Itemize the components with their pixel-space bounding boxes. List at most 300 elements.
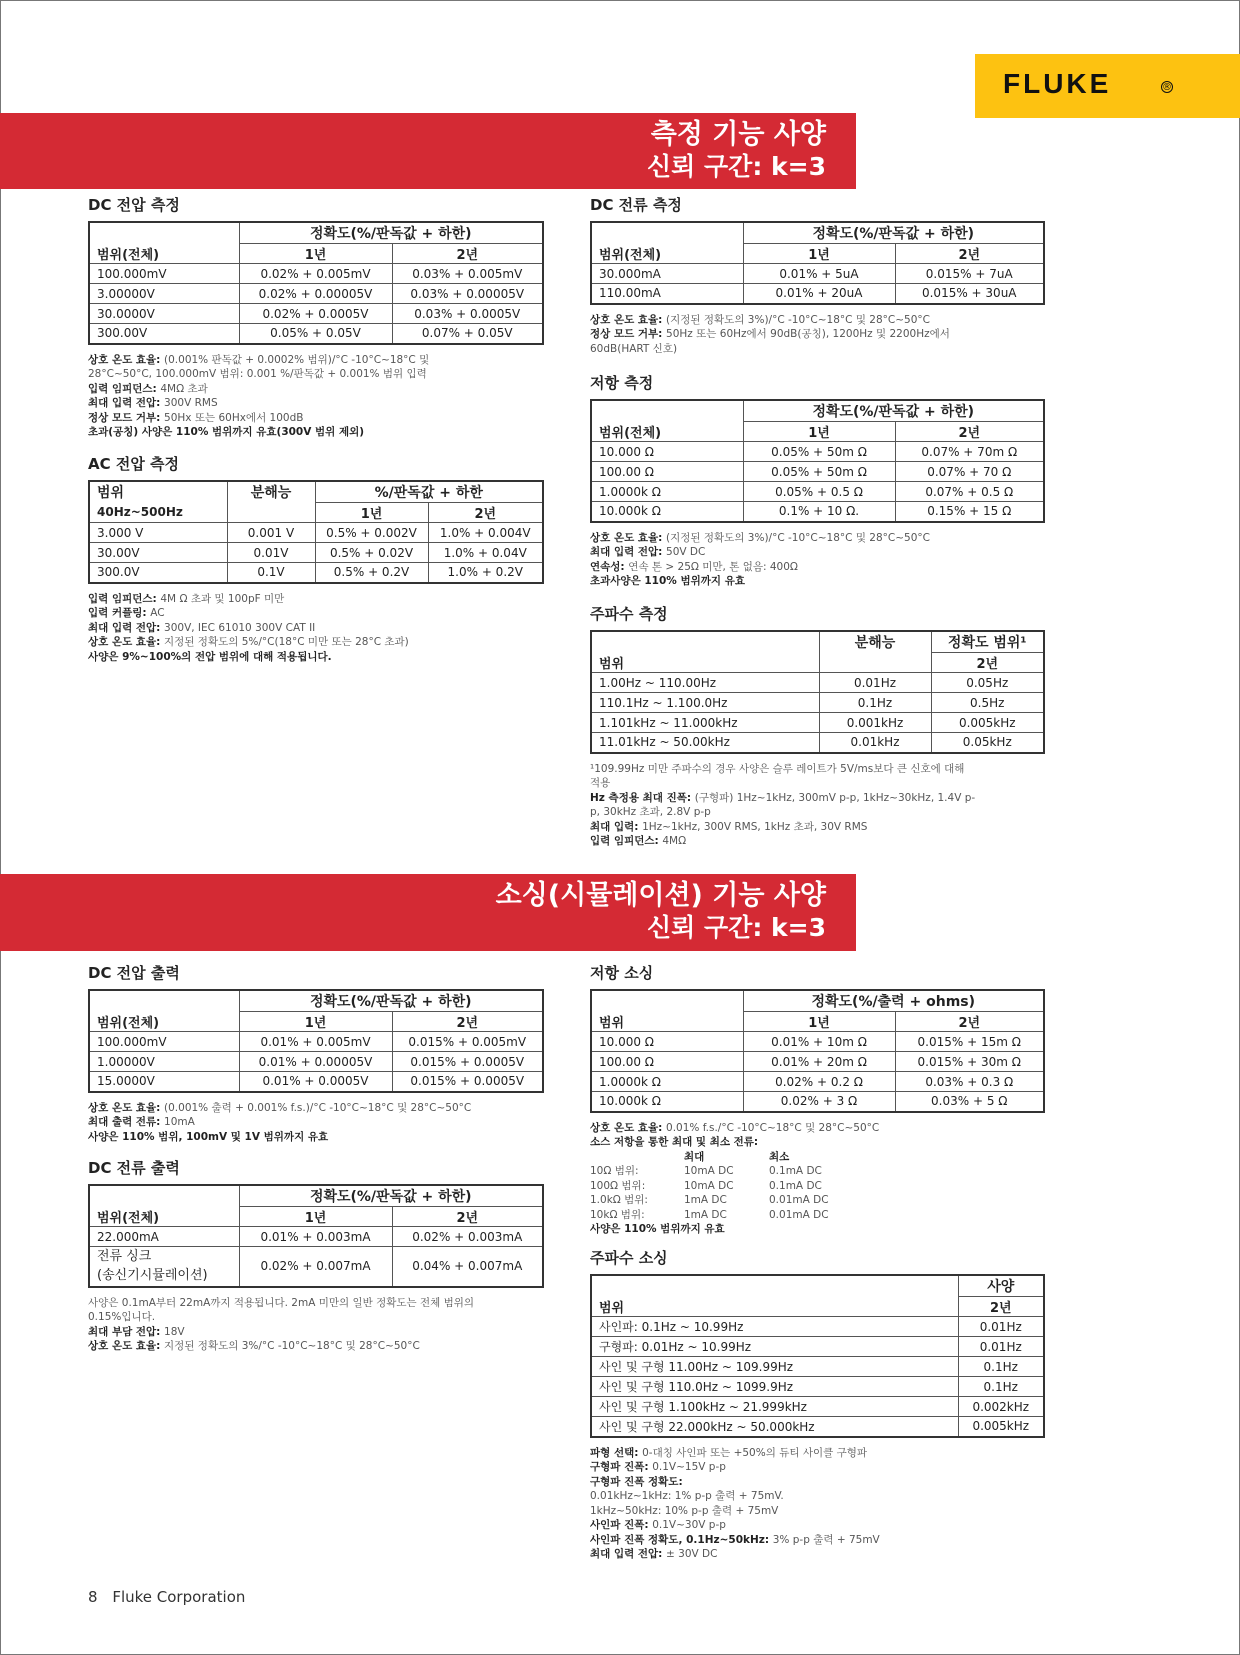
col-header: 정확도(%/판독값 + 하한) xyxy=(743,400,1044,422)
table-cell: 1.101kHz ~ 11.000kHz xyxy=(591,713,819,733)
col-header: 정확도(%/판독값 + 하한) xyxy=(743,222,1044,244)
table-cell: 0.01Hz xyxy=(958,1317,1044,1337)
table-cell: 0.01% + 5uA xyxy=(743,264,895,284)
note-bold: 연속성: xyxy=(590,560,629,573)
table-cell: 0.01% + 0.00005V xyxy=(239,1052,392,1072)
table-cell: 0.01% + 20m Ω xyxy=(743,1052,895,1072)
note-line xyxy=(88,396,544,411)
note-line xyxy=(590,776,1045,791)
col-header: 2년 xyxy=(895,1012,1044,1032)
table-cell: 3.00000V xyxy=(89,284,239,304)
section-title: AC 전압 측정 xyxy=(88,455,180,473)
table-cell: 1.00000V xyxy=(89,1052,239,1072)
grid-cell: 10mA DC xyxy=(684,1179,734,1192)
note-text: 10mA xyxy=(164,1116,195,1128)
note-text: 연속 톤 > 25Ω 미만, 톤 없음: 400Ω xyxy=(628,560,798,573)
table-cell: 0.015% + 7uA xyxy=(895,264,1044,284)
section-title: 주파수 소싱 xyxy=(590,1249,668,1267)
note-text: 1kHz~50kHz: 10% p-p 출력 + 75mV xyxy=(590,1504,779,1517)
note-bold: 최대 부담 전압: xyxy=(88,1325,165,1338)
dcv-measure-section xyxy=(88,196,544,440)
col-header: 범위(전체) xyxy=(89,244,239,264)
note-line xyxy=(590,1547,1045,1562)
freq-source-table xyxy=(590,1274,1045,1438)
note-line xyxy=(88,1130,544,1145)
note-line xyxy=(590,1446,1045,1461)
table-row xyxy=(591,1317,1044,1337)
table-cell: 0.05% + 50m Ω xyxy=(743,442,895,462)
table-row xyxy=(89,1032,543,1052)
blank-cell xyxy=(591,1275,958,1297)
blank-cell xyxy=(591,990,743,1012)
table-cell: 0.1% + 10 Ω. xyxy=(743,502,895,522)
table-cell: 0.05% + 0.05V xyxy=(239,324,392,344)
table-row xyxy=(591,1072,1044,1092)
grid-cell: 10Ω 범위: xyxy=(590,1165,639,1177)
table-cell: 110.1Hz ~ 1.100.0Hz xyxy=(591,693,819,713)
table-row xyxy=(89,1247,543,1287)
note-text: 지정된 정확도의 5%/°C(18°C 미만 또는 28°C 초과) xyxy=(164,636,409,648)
section-title: DC 전류 출력 xyxy=(88,1159,180,1177)
table-cell: 0.02% + 3 Ω xyxy=(743,1092,895,1112)
table-row xyxy=(89,563,543,583)
table-cell: 0.01% + 0.0005V xyxy=(239,1072,392,1092)
table-row xyxy=(591,284,1044,304)
note-text: p, 30kHz 초과, 2.8V p-p xyxy=(590,806,711,818)
note-bold: 최대 입력 전압: xyxy=(88,397,165,409)
table-cell: 1.0000k Ω xyxy=(591,1072,743,1092)
table-cell: 0.015% + 0.0005V xyxy=(392,1072,543,1092)
dci-measure-table xyxy=(590,221,1045,305)
note-text: 300V, IEC 61010 300V CAT II xyxy=(164,621,316,634)
note-text: 4M Ω 초과 및 100pF 미만 xyxy=(160,592,285,605)
note-bold: 초과(공칭) 사양은 110% 범위까지 유효(300V 범위 제외) xyxy=(88,426,365,438)
table-cell: 0.01Hz xyxy=(819,673,931,693)
blank-cell xyxy=(227,503,315,523)
table-cell: 0.05kHz xyxy=(931,733,1044,753)
note-line xyxy=(590,1475,1045,1490)
note-text: 0.1V~30V p-p xyxy=(652,1519,726,1531)
col-header: 범위 xyxy=(591,653,819,673)
note-text: (지정된 정확도의 3%)/°C -10°C~18°C 및 28°C~50°C xyxy=(666,531,930,544)
note-bold: 상호 온도 효율: xyxy=(590,1121,667,1134)
section-title: 저항 측정 xyxy=(590,374,654,392)
grid-cell: 1mA DC xyxy=(684,1194,727,1206)
note-bold: 정상 모드 거부: xyxy=(590,328,667,340)
dci-source-section xyxy=(88,1159,544,1354)
table-cell: 0.015% + 15m Ω xyxy=(895,1032,1044,1052)
note-bold: 사양은 110% 범위, 100mV 및 1V 범위까지 유효 xyxy=(88,1130,329,1143)
freq-measure-section xyxy=(590,605,1045,849)
note-bold: 상호 온도 효율: xyxy=(590,313,667,326)
note-line xyxy=(88,1339,544,1354)
blank-cell xyxy=(591,400,743,422)
table-cell: 30.000mA xyxy=(591,264,743,284)
note-line xyxy=(88,621,544,636)
note-line xyxy=(590,1460,1045,1475)
note-text: 18V xyxy=(164,1325,185,1338)
table-cell xyxy=(89,1247,239,1287)
acv-measure-notes xyxy=(88,592,544,665)
table-cell: 15.0000V xyxy=(89,1072,239,1092)
table-cell: 100.00 Ω xyxy=(591,1052,743,1072)
table-cell: 구형파: 0.01Hz ~ 10.99Hz xyxy=(591,1337,958,1357)
blank-cell xyxy=(89,1185,239,1207)
note-text: 50V DC xyxy=(666,546,706,558)
note-line xyxy=(590,1533,1045,1548)
note-text: 0-대칭 사인파 또는 +50%의 듀티 사이클 구형파 xyxy=(642,1446,868,1459)
col-header: 정확도(%/판독값 + 하한) xyxy=(239,222,543,244)
dcv-source-notes xyxy=(88,1101,544,1145)
grid-cell: 1mA DC xyxy=(684,1208,727,1221)
col-header: 2년 xyxy=(958,1297,1044,1317)
grid-cell: 10mA DC xyxy=(684,1165,734,1177)
section-title: DC 전류 측정 xyxy=(590,196,682,214)
note-line xyxy=(590,834,1045,849)
table-cell: 0.005kHz xyxy=(931,713,1044,733)
note-bold: 최대 입력 전압: xyxy=(590,1548,667,1560)
table-cell: 0.001 V xyxy=(227,523,315,543)
table-cell: 3.000 V xyxy=(89,523,227,543)
table-row xyxy=(591,1052,1044,1072)
table-cell: 0.02% + 0.00005V xyxy=(239,284,392,304)
note-line xyxy=(590,805,1045,820)
blank-cell xyxy=(591,222,743,244)
section-title: 저항 소싱 xyxy=(590,964,654,982)
note-line xyxy=(590,560,1045,575)
note-bold: 사인파 진폭: xyxy=(590,1519,653,1531)
table-cell: 0.04% + 0.007mA xyxy=(392,1247,543,1287)
table-cell: 0.015% + 30uA xyxy=(895,284,1044,304)
table-row xyxy=(89,523,543,543)
table-cell: 100.000mV xyxy=(89,1032,239,1052)
source-subtitle: 신뢰 구간: k=3 xyxy=(647,913,826,942)
registered-mark: ® xyxy=(1162,82,1172,93)
grid-cell: 100Ω 범위: xyxy=(590,1179,646,1192)
table-cell: 0.02% + 0.003mA xyxy=(392,1227,543,1247)
table-row xyxy=(591,482,1044,502)
table-row xyxy=(591,442,1044,462)
table-cell: 30.00V xyxy=(89,543,227,563)
table-row xyxy=(591,264,1044,284)
note-text: 50Hx 또는 60Hx에서 100dB xyxy=(164,411,304,424)
note-text: 300V RMS xyxy=(164,397,218,409)
measure-title: 측정 기능 사양 xyxy=(650,119,826,150)
table-cell: 10.000k Ω xyxy=(591,1092,743,1112)
col-header: 2년 xyxy=(392,1012,543,1032)
table-cell: 0.01Hz xyxy=(958,1337,1044,1357)
note-text: 4MΩ xyxy=(662,835,687,847)
table-row xyxy=(89,1052,543,1072)
source-title: 소싱(시뮬레이션) 기능 사양 xyxy=(495,880,826,911)
note-text: 1Hz~1kHz, 300V RMS, 1kHz 초과, 30V RMS xyxy=(642,820,868,833)
table-row xyxy=(591,1337,1044,1357)
note-line xyxy=(590,1222,1045,1237)
res-source-table xyxy=(590,989,1045,1113)
table-cell: 사인 및 구형 110.0Hz ~ 1099.9Hz xyxy=(591,1377,958,1397)
note-text: AC xyxy=(150,607,165,619)
table-cell: 0.02% + 0.0005V xyxy=(239,304,392,324)
grid-header xyxy=(590,1150,684,1165)
grid-header: 최대 xyxy=(684,1150,705,1163)
measure-subtitle: 신뢰 구간: k=3 xyxy=(647,152,826,181)
table-cell: 0.05% + 50m Ω xyxy=(743,462,895,482)
col-header: 1년 xyxy=(239,1207,392,1227)
note-text: 적용 xyxy=(590,777,611,789)
table-row xyxy=(591,1032,1044,1052)
note-bold: 초과사양은 110% 범위까지 유효 xyxy=(590,575,745,587)
note-bold: 최대 입력 전압: xyxy=(88,621,165,634)
note-bold: 상호 온도 효율: xyxy=(88,353,165,366)
table-cell: 0.03% + 0.3 Ω xyxy=(895,1072,1044,1092)
table-cell: 1.0% + 0.04V xyxy=(428,543,543,563)
table-row xyxy=(591,1377,1044,1397)
col-header: 정확도(%/출력 + ohms) xyxy=(743,990,1044,1012)
note-bold: 입력 임피던스: xyxy=(88,382,161,395)
col-header: 1년 xyxy=(743,244,895,264)
col-header: 2년 xyxy=(931,653,1044,673)
note-line xyxy=(88,1310,544,1325)
note-line xyxy=(88,635,544,650)
table-row xyxy=(591,693,1044,713)
col-header: 1년 xyxy=(315,503,428,523)
col-header: 분해능 xyxy=(819,631,931,653)
col-subheader: 40Hz~500Hz xyxy=(89,503,227,523)
table-row xyxy=(591,1397,1044,1417)
note-line xyxy=(590,1518,1045,1533)
table-cell: 11.01kHz ~ 50.00kHz xyxy=(591,733,819,753)
col-header: 1년 xyxy=(743,1012,895,1032)
note-bold: Hz 측정용 최대 진폭: xyxy=(590,791,695,804)
sink-label-2: (송신기시뮬레이션) xyxy=(97,1268,208,1284)
table-cell: 300.0V xyxy=(89,563,227,583)
note-line xyxy=(88,650,544,665)
grid-cell: 0.01mA DC xyxy=(769,1194,829,1206)
table-cell: 0.5% + 0.2V xyxy=(315,563,428,583)
blank-cell xyxy=(819,653,931,673)
col-header: %/판독값 + 하한 xyxy=(315,481,543,503)
grid-cell: 1.0kΩ 범위: xyxy=(590,1194,648,1206)
section-title: DC 전압 측정 xyxy=(88,196,180,214)
note-line xyxy=(590,791,1045,806)
note-bold: 소스 저항을 통한 최대 및 최소 전류: xyxy=(590,1136,759,1148)
page-footer xyxy=(88,1588,245,1606)
company-name: Fluke Corporation xyxy=(112,1588,246,1606)
table-cell: 0.01kHz xyxy=(819,733,931,753)
note-line xyxy=(88,382,544,397)
measure-banner xyxy=(0,113,856,189)
table-cell: 0.015% + 0.005mV xyxy=(392,1032,543,1052)
note-line xyxy=(88,606,544,621)
table-cell: 사인파: 0.1Hz ~ 10.99Hz xyxy=(591,1317,958,1337)
note-line xyxy=(88,1101,544,1116)
dcv-source-table xyxy=(88,989,544,1093)
note-line xyxy=(590,1489,1045,1504)
note-text: 지정된 정확도의 3%/°C -10°C~18°C 및 28°C~50°C xyxy=(164,1340,420,1352)
col-header: 정확도(%/판독값 + 하한) xyxy=(239,990,543,1012)
table-row xyxy=(591,1092,1044,1112)
table-cell: 0.01% + 20uA xyxy=(743,284,895,304)
note-bold: 파형 선택: xyxy=(590,1446,643,1459)
col-header: 범위 xyxy=(591,1012,743,1032)
dcv-source-section xyxy=(88,964,544,1144)
table-row xyxy=(89,284,543,304)
table-cell: 10.000 Ω xyxy=(591,1032,743,1052)
table-row xyxy=(89,324,543,344)
table-cell: 0.5Hz xyxy=(931,693,1044,713)
note-line xyxy=(88,1325,544,1340)
note-text: (0.001% 출력 + 0.001% f.s.)/°C -10°C~18°C 및 28°C~50°C xyxy=(164,1101,472,1114)
table-cell: 1.0000k Ω xyxy=(591,482,743,502)
note-bold: 구형파 진폭 정확도: xyxy=(590,1475,683,1488)
dcv-measure-table xyxy=(88,221,544,345)
table-cell: 0.02% + 0.007mA xyxy=(239,1247,392,1287)
table-cell: 0.01% + 0.005mV xyxy=(239,1032,392,1052)
note-line xyxy=(88,367,544,382)
note-bold: 상호 온도 효율: xyxy=(590,531,667,544)
table-row xyxy=(89,543,543,563)
note-bold: 입력 커플링: xyxy=(88,607,151,619)
table-row xyxy=(591,673,1044,693)
grid-cell: 10kΩ 범위: xyxy=(590,1208,645,1221)
grid-header: 최소 xyxy=(769,1150,790,1163)
table-cell: 0.03% + 5 Ω xyxy=(895,1092,1044,1112)
blank-cell xyxy=(591,631,819,653)
col-header: 범위(전체) xyxy=(89,1207,239,1227)
note-line xyxy=(88,425,544,440)
note-line xyxy=(590,762,1045,777)
col-header: 분해능 xyxy=(227,481,315,503)
table-cell: 0.1V xyxy=(227,563,315,583)
grid-cell: 0.01mA DC xyxy=(769,1208,829,1221)
note-text: (지정된 정확도의 3%)/°C -10°C~18°C 및 28°C~50°C xyxy=(666,313,930,326)
note-bold: 상호 온도 효율: xyxy=(88,1101,165,1114)
grid-cell: 0.1mA DC xyxy=(769,1165,822,1177)
col-header: 2년 xyxy=(392,1207,543,1227)
note-bold: 정상 모드 거부: xyxy=(88,411,165,424)
col-header: 사양 xyxy=(958,1275,1044,1297)
table-cell: 100.00 Ω xyxy=(591,462,743,482)
note-bold: 상호 온도 효율: xyxy=(88,1340,165,1352)
note-bold: 입력 임피던스: xyxy=(590,835,663,847)
table-row xyxy=(591,462,1044,482)
table-row xyxy=(591,502,1044,522)
table-cell: 0.03% + 0.0005V xyxy=(392,304,543,324)
note-text: 0.01% f.s./°C -10°C~18°C 및 28°C~50°C xyxy=(666,1121,880,1134)
source-banner xyxy=(0,874,856,951)
table-cell: 0.15% + 15 Ω xyxy=(895,502,1044,522)
note-text: 사양은 0.1mA부터 22mA까지 적용됩니다. 2mA 미만의 일반 정확도는 전체 범위의 xyxy=(88,1296,475,1309)
table-cell: 1.0% + 0.2V xyxy=(428,563,543,583)
table-cell: 0.1Hz xyxy=(819,693,931,713)
table-cell: 0.03% + 0.00005V xyxy=(392,284,543,304)
note-line xyxy=(88,1115,544,1130)
col-header: 2년 xyxy=(392,244,543,264)
table-cell: 100.000mV xyxy=(89,264,239,284)
note-text: 0.15%입니다. xyxy=(88,1311,156,1323)
dci-source-notes xyxy=(88,1296,544,1354)
dci-source-table xyxy=(88,1184,544,1288)
table-cell: 10.000 Ω xyxy=(591,442,743,462)
note-line xyxy=(88,411,544,426)
table-row xyxy=(89,1227,543,1247)
table-cell: 0.07% + 70m Ω xyxy=(895,442,1044,462)
table-cell: 0.01% + 10m Ω xyxy=(743,1032,895,1052)
note-text: (구형파) 1Hz~1kHz, 300mV p-p, 1kHz~30kHz, 1.4V p- xyxy=(694,791,976,804)
table-cell: 0.001kHz xyxy=(819,713,931,733)
table-row xyxy=(89,264,543,284)
freq-source-notes xyxy=(590,1446,1045,1562)
note-line xyxy=(590,531,1045,546)
table-cell: 0.1Hz xyxy=(958,1357,1044,1377)
freq-measure-notes xyxy=(590,762,1045,849)
source-current-grid xyxy=(590,1150,1045,1223)
table-cell: 사인 및 구형 1.100kHz ~ 21.999kHz xyxy=(591,1397,958,1417)
note-line xyxy=(590,574,1045,589)
col-header: 범위 xyxy=(591,1297,958,1317)
table-row xyxy=(591,1357,1044,1377)
note-bold: 입력 임피던스: xyxy=(88,592,161,605)
freq-source-section xyxy=(590,1249,1045,1562)
table-row xyxy=(89,304,543,324)
table-cell: 0.02% + 0.005mV xyxy=(239,264,392,284)
note-bold: 최대 출력 전류: xyxy=(88,1116,165,1128)
note-line xyxy=(590,1121,1045,1136)
table-cell: 22.000mA xyxy=(89,1227,239,1247)
note-line xyxy=(88,353,544,368)
note-text: (0.001% 판독값 + 0.0002% 범위)/°C -10°C~18°C 및 xyxy=(164,353,430,366)
table-cell: 0.05Hz xyxy=(931,673,1044,693)
note-line xyxy=(590,820,1045,835)
table-cell: 1.00Hz ~ 110.00Hz xyxy=(591,673,819,693)
note-line xyxy=(88,1296,544,1311)
table-row xyxy=(89,1072,543,1092)
blank-cell xyxy=(89,222,239,244)
table-cell: 0.005kHz xyxy=(958,1417,1044,1437)
note-line xyxy=(590,1504,1045,1519)
dcv-measure-notes xyxy=(88,353,544,440)
section-title: 주파수 측정 xyxy=(590,605,668,623)
table-cell: 10.000k Ω xyxy=(591,502,743,522)
note-text: 50Hz 또는 60Hz에서 90dB(공칭), 1200Hz 및 2200Hz에서 xyxy=(666,328,950,340)
col-header: 정확도 범위¹ xyxy=(931,631,1044,653)
grid-cell: 0.1mA DC xyxy=(769,1179,822,1192)
table-cell: 0.07% + 0.5 Ω xyxy=(895,482,1044,502)
note-text: 28°C~50°C, 100.000mV 범위: 0.001 %/판독값 + 0.001% 범위 입력 xyxy=(88,368,427,380)
note-bold: 최대 입력 전압: xyxy=(590,546,667,558)
table-cell: 0.01V xyxy=(227,543,315,563)
note-bold: 사양은 110% 범위까지 유효 xyxy=(590,1223,725,1235)
acv-measure-table xyxy=(88,480,544,584)
note-text: ± 30V DC xyxy=(666,1548,718,1560)
note-line xyxy=(590,545,1045,560)
table-cell: 300.00V xyxy=(89,324,239,344)
col-header: 범위(전체) xyxy=(89,1012,239,1032)
note-bold: 최대 입력: xyxy=(590,820,643,833)
table-cell: 0.1Hz xyxy=(958,1377,1044,1397)
res-measure-table xyxy=(590,399,1045,523)
note-text: 4MΩ 초과 xyxy=(160,382,208,395)
res-source-notes xyxy=(590,1121,1045,1237)
table-cell: 0.03% + 0.005mV xyxy=(392,264,543,284)
table-cell: 0.05% + 0.5 Ω xyxy=(743,482,895,502)
note-bold: 상호 온도 효율: xyxy=(88,636,165,648)
table-cell: 0.5% + 0.02V xyxy=(315,543,428,563)
note-line xyxy=(590,342,1045,357)
table-row xyxy=(591,713,1044,733)
table-row xyxy=(591,733,1044,753)
note-bold: 사인파 진폭 정확도, 0.1Hz~50kHz: xyxy=(590,1533,773,1546)
